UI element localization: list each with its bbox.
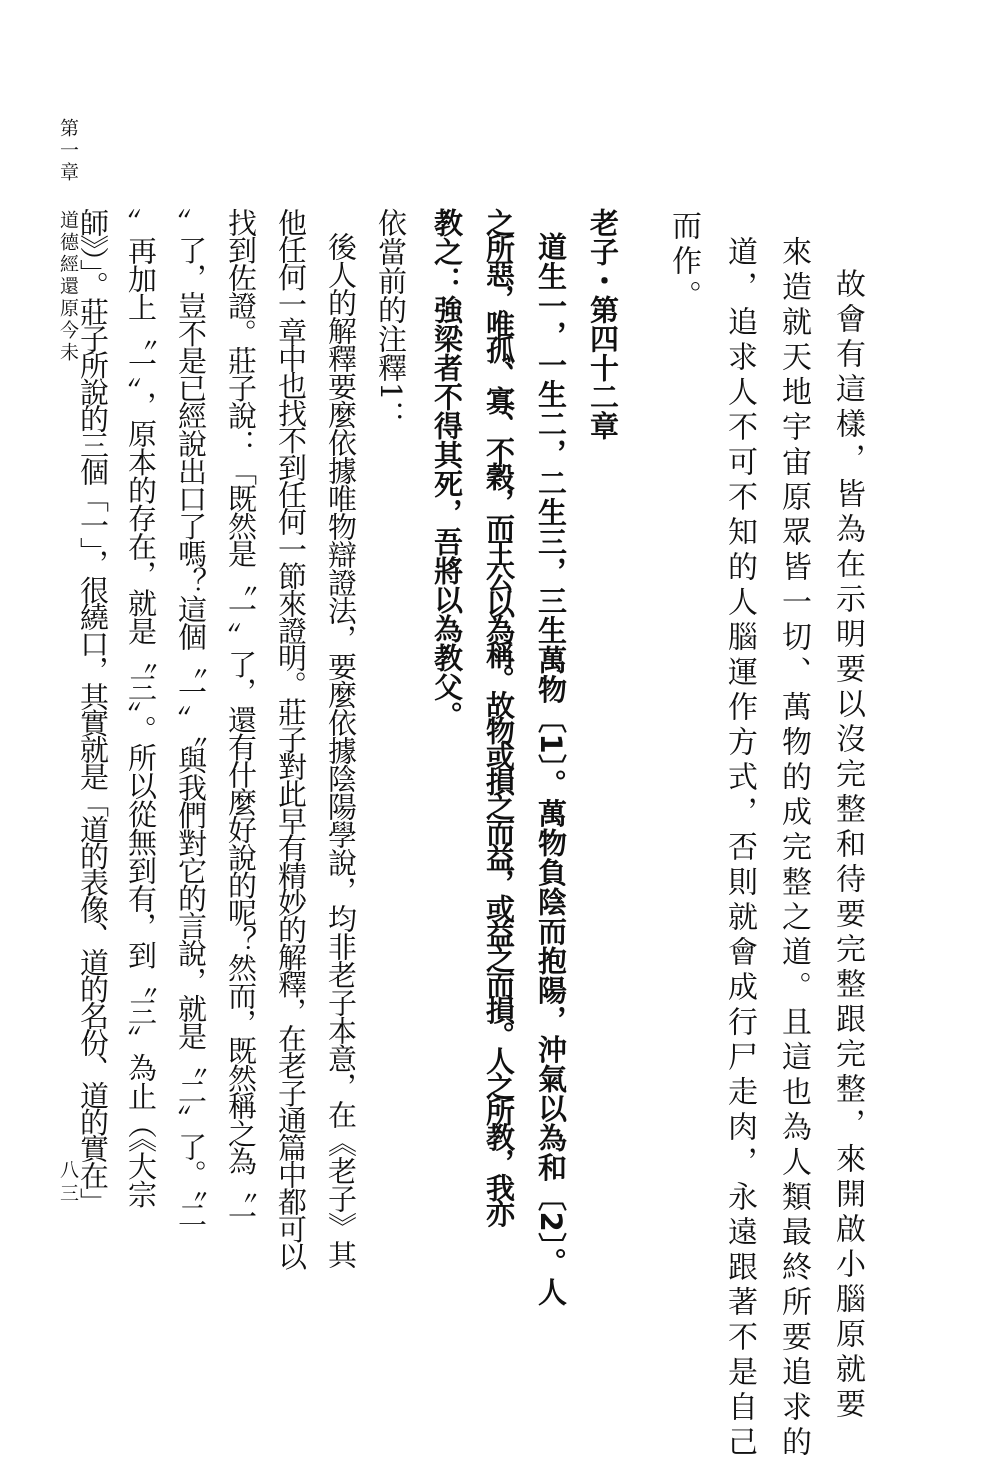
note-line-3: 找到佐證。莊子說：「既然是〝一〞了，還有什麼好說的呢？然而，既然稱之為〝一 bbox=[224, 208, 258, 1230]
intro-line-2: 來造就天地宇宙原眾皆一切、萬物的成完整之道。且這也為人類最終所要追求的 bbox=[776, 236, 811, 1461]
note-line-6: 師》）」。莊子所說的三個「一」，很繞口，其實就是「道的表像、道的名份、道的實在」 bbox=[76, 208, 110, 1215]
note-heading: 依當前的注釋1： bbox=[374, 208, 408, 430]
chapter-label: 第一章 bbox=[57, 118, 79, 184]
classic-line-2: 之所惡，唯孤、寡、不穀，而王公以為稱。故物或損之而益，或益之而損。人之所教，我亦 bbox=[482, 208, 516, 1225]
note-line-5: 〞再加上〝一〞，原本的存在，就是〝三〞。所以從無到有，到〝三〞為止（《大宗 bbox=[124, 208, 158, 1208]
intro-line-3: 道，追求人不可不知的人腦運作方式，否則就會成行尸走肉，永遠跟著不是自己 bbox=[722, 236, 757, 1461]
note-line-4: 〞了，豈不是已經說出口了嗎？這個〝一〞〝與我們對它的言說，就是〝二〞了。〝二 bbox=[174, 208, 208, 1228]
book-title: 道德經還原今未 bbox=[57, 210, 79, 364]
note-line-1: 後人的解釋要麼依據唯物辯證法，要麼依據陰陽學說，均非老子本意，在《老子》其 bbox=[324, 232, 358, 1268]
intro-line-4: 而作。 bbox=[666, 210, 701, 315]
classic-line-3: 教之：強梁者不得其死，吾將以為教父。 bbox=[430, 208, 464, 730]
classic-line-1: 道生一，一生二，二生三，三生萬物〔1〕。萬物負陰而抱陽，沖氣以為和〔2〕。人 bbox=[534, 232, 568, 1307]
intro-line-1: 故會有這樣，皆為在示明要以沒完整和待要完整跟完整，來開啟小腦原就要 bbox=[830, 268, 865, 1423]
running-header bbox=[58, 118, 77, 364]
note-line-2: 他任何一章中也找不到任何一節來證明。莊子對此早有精妙的解釋，在老子通篇中都可以 bbox=[274, 208, 308, 1269]
chapter-heading: 老子・第四十二章 bbox=[586, 208, 620, 440]
page-number: 八三 bbox=[57, 1160, 79, 1206]
